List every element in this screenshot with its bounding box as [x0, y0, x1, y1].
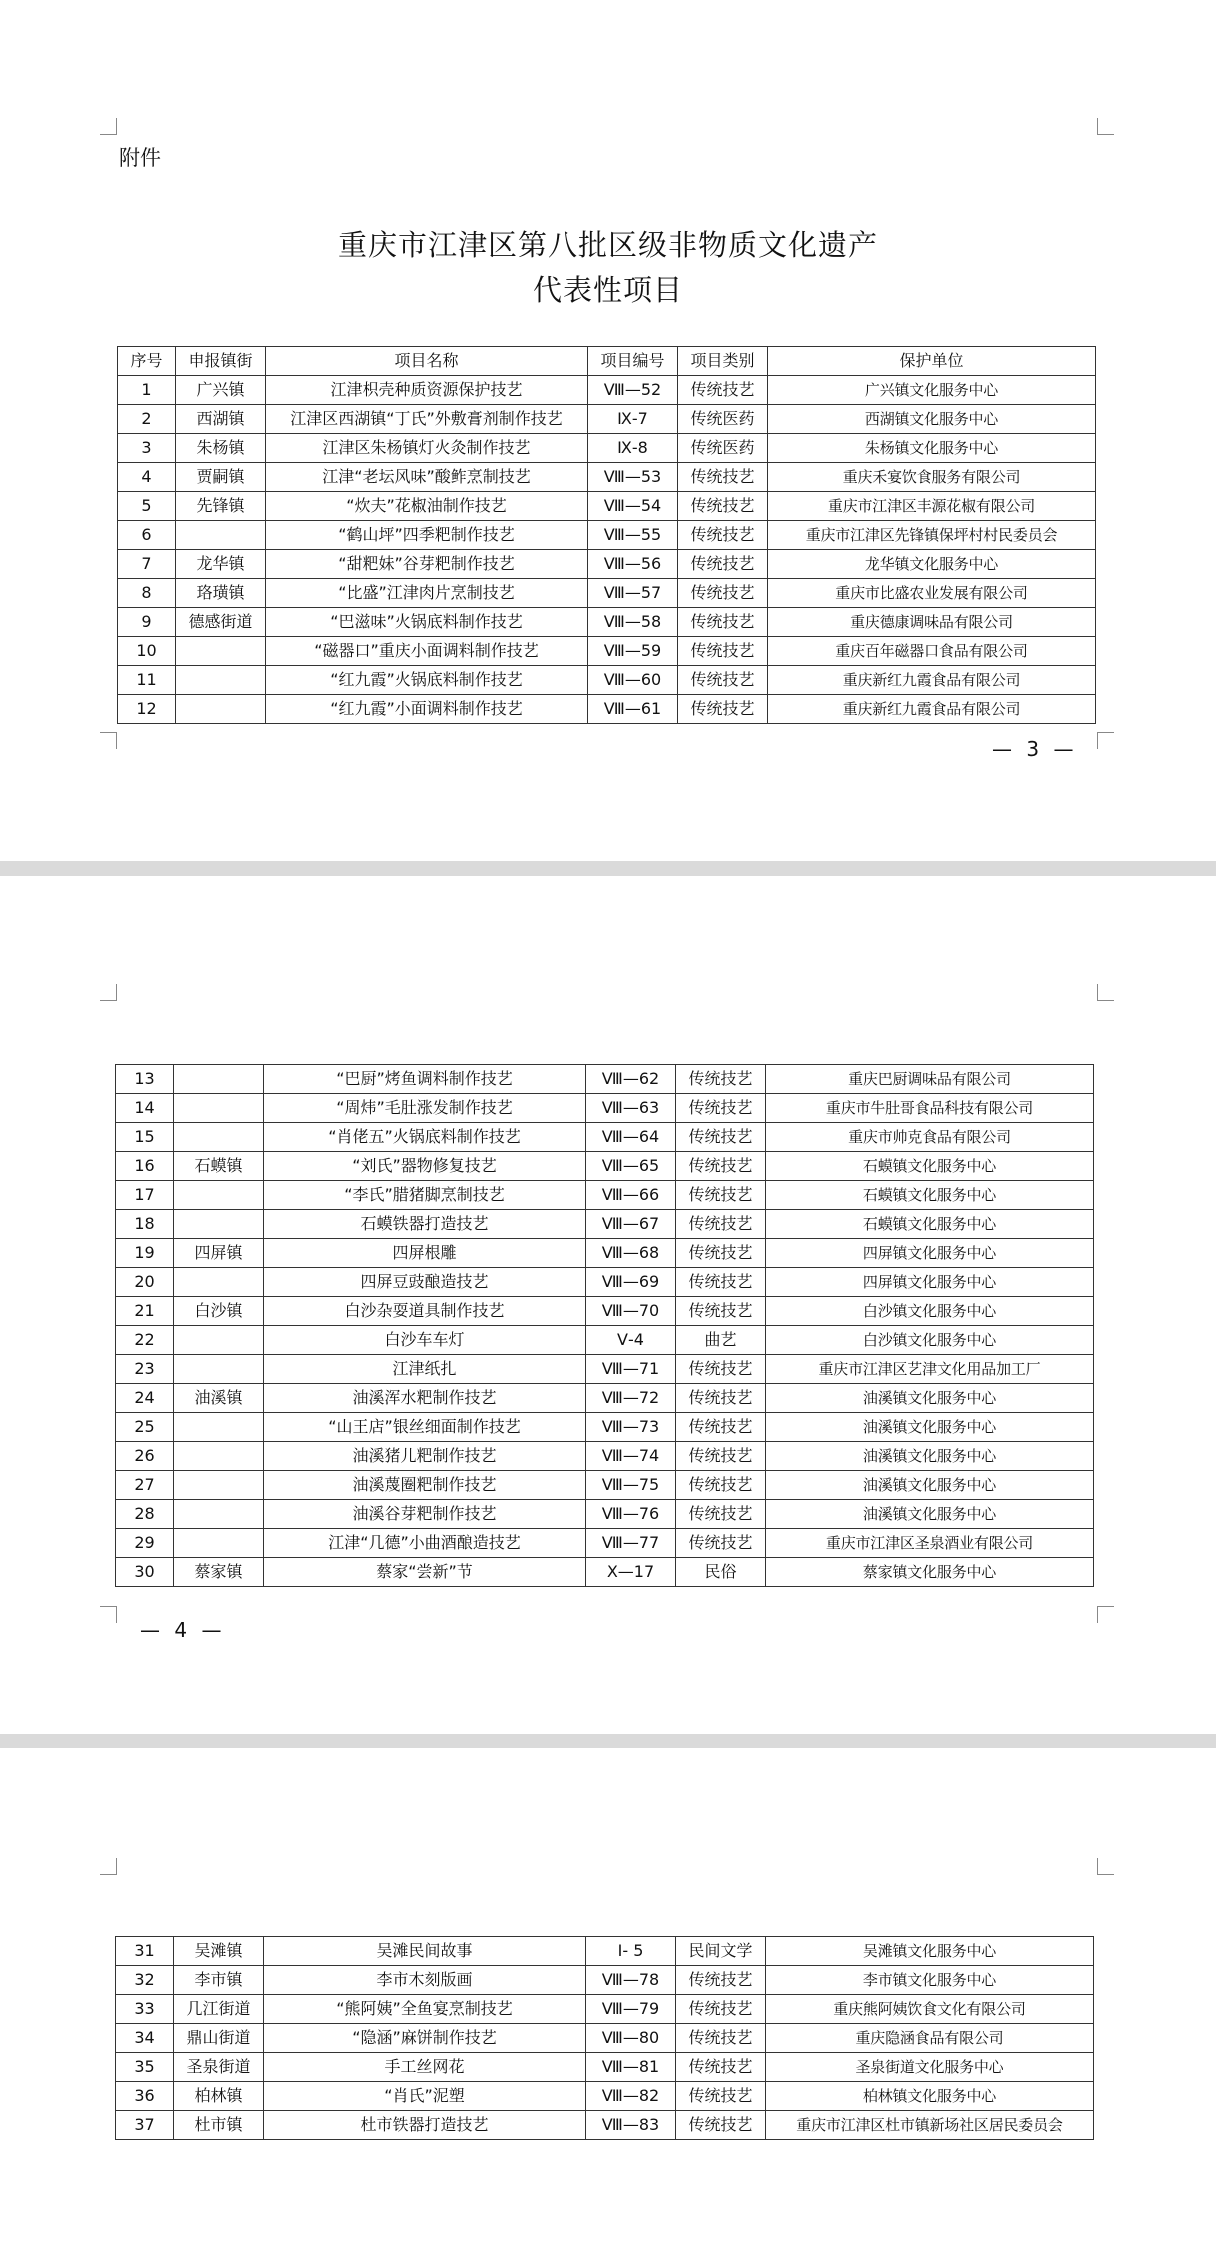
- cell-township: [174, 1268, 264, 1297]
- cell-township: [174, 1123, 264, 1152]
- cell-serial: 6: [118, 521, 176, 550]
- cell-project-code: Ⅷ—77: [586, 1529, 676, 1558]
- cell-township: [176, 637, 266, 666]
- cell-project-code: Ⅷ—62: [586, 1065, 676, 1094]
- cell-category: 传统技艺: [676, 1355, 766, 1384]
- table-row: [116, 1297, 1094, 1326]
- table-row: [116, 1937, 1094, 1966]
- cell-protection-unit: 重庆熊阿姨饮食文化有限公司: [766, 1995, 1094, 2024]
- crop-mark: [1097, 1858, 1114, 1875]
- cell-project-name: “炊夫”花椒油制作技艺: [266, 492, 588, 521]
- cell-category: 传统技艺: [676, 1471, 766, 1500]
- cell-serial: 28: [116, 1500, 174, 1529]
- cell-township: 鼎山街道: [174, 2024, 264, 2053]
- cell-project-name: 白沙杂耍道具制作技艺: [264, 1297, 586, 1326]
- cell-township: 吴滩镇: [174, 1937, 264, 1966]
- crop-mark: [100, 118, 117, 135]
- cell-project-name: 手工丝网花: [264, 2053, 586, 2082]
- cell-project-name: “鹤山坪”四季粑制作技艺: [266, 521, 588, 550]
- table-row: [116, 1471, 1094, 1500]
- page-number: — 3 —: [992, 737, 1078, 761]
- cell-project-name: 石蟆铁器打造技艺: [264, 1210, 586, 1239]
- cell-project-code: Ⅸ-7: [588, 405, 678, 434]
- cell-township: [176, 521, 266, 550]
- cell-protection-unit: 油溪镇文化服务中心: [766, 1471, 1094, 1500]
- column-header: 申报镇街: [176, 347, 266, 376]
- cell-project-code: Ⅷ—59: [588, 637, 678, 666]
- cell-project-name: 江津区西湖镇“丁氏”外敷膏剂制作技艺: [266, 405, 588, 434]
- column-header: 项目类别: [678, 347, 768, 376]
- table-row: [116, 1995, 1094, 2024]
- cell-protection-unit: 四屏镇文化服务中心: [766, 1239, 1094, 1268]
- cell-category: 民间文学: [676, 1937, 766, 1966]
- cell-category: 传统技艺: [678, 579, 768, 608]
- table-row: [118, 608, 1096, 637]
- cell-project-code: Ⅷ—56: [588, 550, 678, 579]
- cell-protection-unit: 重庆市江津区先锋镇保坪村村民委员会: [768, 521, 1096, 550]
- table-row: [118, 492, 1096, 521]
- cell-serial: 26: [116, 1442, 174, 1471]
- cell-township: [176, 695, 266, 724]
- cell-serial: 31: [116, 1937, 174, 1966]
- cell-protection-unit: 蔡家镇文化服务中心: [766, 1558, 1094, 1587]
- document-title: 重庆市江津区第八批区级非物质文化遗产: [337, 228, 878, 262]
- crop-mark: [100, 1858, 117, 1875]
- cell-project-code: Ⅷ—83: [586, 2111, 676, 2140]
- cell-project-name: “比盛”江津肉片烹制技艺: [266, 579, 588, 608]
- crop-mark: [1097, 118, 1114, 135]
- cell-protection-unit: 油溪镇文化服务中心: [766, 1413, 1094, 1442]
- cell-protection-unit: 吴滩镇文化服务中心: [766, 1937, 1094, 1966]
- cell-protection-unit: 重庆市比盛农业发展有限公司: [768, 579, 1096, 608]
- table-row: [118, 695, 1096, 724]
- cell-category: 传统技艺: [676, 1152, 766, 1181]
- cell-township: 四屏镇: [174, 1239, 264, 1268]
- cell-project-code: Ⅷ—63: [586, 1094, 676, 1123]
- cell-township: [174, 1355, 264, 1384]
- cell-township: 西湖镇: [176, 405, 266, 434]
- cell-serial: 11: [118, 666, 176, 695]
- cell-serial: 13: [116, 1065, 174, 1094]
- cell-township: 珞璜镇: [176, 579, 266, 608]
- cell-project-code: Ⅷ—71: [586, 1355, 676, 1384]
- cell-serial: 8: [118, 579, 176, 608]
- cell-serial: 19: [116, 1239, 174, 1268]
- cell-serial: 25: [116, 1413, 174, 1442]
- cell-project-code: Ⅰ- 5: [586, 1937, 676, 1966]
- cell-serial: 24: [116, 1384, 174, 1413]
- document-page-5: [0, 1748, 1216, 2251]
- cell-category: 曲艺: [676, 1326, 766, 1355]
- cell-category: 传统技艺: [676, 1297, 766, 1326]
- cell-protection-unit: 重庆隐涵食品有限公司: [766, 2024, 1094, 2053]
- cell-project-name: 李市木刻版画: [264, 1966, 586, 1995]
- cell-protection-unit: 重庆市江津区圣泉酒业有限公司: [766, 1529, 1094, 1558]
- cell-protection-unit: 石蟆镇文化服务中心: [766, 1210, 1094, 1239]
- cell-protection-unit: 油溪镇文化服务中心: [766, 1500, 1094, 1529]
- cell-project-code: Ⅷ—66: [586, 1181, 676, 1210]
- cell-project-code: Ⅷ—75: [586, 1471, 676, 1500]
- table-row: [116, 2024, 1094, 2053]
- cell-serial: 14: [116, 1094, 174, 1123]
- table-row: [118, 521, 1096, 550]
- cell-category: 传统技艺: [676, 1442, 766, 1471]
- cell-project-code: Ⅷ—54: [588, 492, 678, 521]
- table-row: [118, 666, 1096, 695]
- cell-township: 广兴镇: [176, 376, 266, 405]
- cell-category: 传统技艺: [676, 2053, 766, 2082]
- cell-category: 传统技艺: [678, 666, 768, 695]
- cell-township: 龙华镇: [176, 550, 266, 579]
- cell-project-code: Ⅷ—67: [586, 1210, 676, 1239]
- cell-township: 油溪镇: [174, 1384, 264, 1413]
- cell-project-code: Ⅷ—79: [586, 1995, 676, 2024]
- cell-township: [174, 1210, 264, 1239]
- cell-protection-unit: 西湖镇文化服务中心: [768, 405, 1096, 434]
- cell-project-code: Ⅴ-4: [586, 1326, 676, 1355]
- cell-township: 杜市镇: [174, 2111, 264, 2140]
- document-subtitle: 代表性项目: [532, 273, 683, 307]
- cell-township: 德感街道: [176, 608, 266, 637]
- cell-category: 传统技艺: [676, 1995, 766, 2024]
- cell-serial: 21: [116, 1297, 174, 1326]
- cell-serial: 3: [118, 434, 176, 463]
- table-row: [116, 1268, 1094, 1297]
- cell-project-name: 油溪谷芽粑制作技艺: [264, 1500, 586, 1529]
- table-row: [116, 1123, 1094, 1152]
- cell-project-name: 江津区朱杨镇灯火灸制作技艺: [266, 434, 588, 463]
- cell-category: 传统技艺: [678, 521, 768, 550]
- column-header: 项目名称: [266, 347, 588, 376]
- cell-serial: 18: [116, 1210, 174, 1239]
- page-number: — 4 —: [140, 1618, 226, 1642]
- cell-serial: 5: [118, 492, 176, 521]
- table-row: [116, 2082, 1094, 2111]
- cell-category: 传统技艺: [676, 1529, 766, 1558]
- cell-project-code: Ⅷ—60: [588, 666, 678, 695]
- cell-project-name: “刘氏”器物修复技艺: [264, 1152, 586, 1181]
- cell-category: 传统技艺: [678, 695, 768, 724]
- cell-township: [174, 1326, 264, 1355]
- cell-township: [174, 1500, 264, 1529]
- cell-project-code: Ⅷ—74: [586, 1442, 676, 1471]
- cell-serial: 15: [116, 1123, 174, 1152]
- crop-mark: [100, 732, 117, 749]
- cell-project-code: Ⅷ—65: [586, 1152, 676, 1181]
- cell-category: 传统技艺: [678, 550, 768, 579]
- cell-township: 李市镇: [174, 1966, 264, 1995]
- cell-project-code: Ⅷ—61: [588, 695, 678, 724]
- cell-project-code: Ⅷ—68: [586, 1239, 676, 1268]
- cell-category: 传统技艺: [676, 1181, 766, 1210]
- cell-project-name: “红九霞”火锅底料制作技艺: [266, 666, 588, 695]
- cell-category: 传统技艺: [676, 1239, 766, 1268]
- cell-protection-unit: 重庆百年磁器口食品有限公司: [768, 637, 1096, 666]
- cell-serial: 17: [116, 1181, 174, 1210]
- column-header: 序号: [118, 347, 176, 376]
- cell-project-name: “巴厨”烤鱼调料制作技艺: [264, 1065, 586, 1094]
- cell-protection-unit: 李市镇文化服务中心: [766, 1966, 1094, 1995]
- cell-serial: 10: [118, 637, 176, 666]
- table-row: [116, 2111, 1094, 2140]
- cell-serial: 27: [116, 1471, 174, 1500]
- cell-township: 先锋镇: [176, 492, 266, 521]
- cell-protection-unit: 朱杨镇文化服务中心: [768, 434, 1096, 463]
- cell-category: 民俗: [676, 1558, 766, 1587]
- cell-project-code: Ⅷ—52: [588, 376, 678, 405]
- table-row: [116, 1152, 1094, 1181]
- cell-serial: 32: [116, 1966, 174, 1995]
- attachment-label: 附件: [119, 146, 161, 170]
- table-row: [116, 1500, 1094, 1529]
- cell-project-code: Ⅸ-8: [588, 434, 678, 463]
- table-row: [116, 1355, 1094, 1384]
- table-row: [116, 1558, 1094, 1587]
- cell-protection-unit: 石蟆镇文化服务中心: [766, 1181, 1094, 1210]
- cell-protection-unit: 重庆巴厨调味品有限公司: [766, 1065, 1094, 1094]
- cell-category: 传统医药: [678, 434, 768, 463]
- cell-project-name: 杜市铁器打造技艺: [264, 2111, 586, 2140]
- cell-serial: 35: [116, 2053, 174, 2082]
- cell-project-name: 四屏根雕: [264, 1239, 586, 1268]
- table-row: [116, 1326, 1094, 1355]
- cell-project-code: Ⅹ—17: [586, 1558, 676, 1587]
- cell-serial: 36: [116, 2082, 174, 2111]
- crop-mark: [1097, 732, 1114, 749]
- document-page-4: [0, 876, 1216, 1734]
- heritage-table-part-1: [117, 346, 1096, 724]
- cell-protection-unit: 龙华镇文化服务中心: [768, 550, 1096, 579]
- cell-project-name: “肖佬五”火锅底料制作技艺: [264, 1123, 586, 1152]
- cell-protection-unit: 重庆市帅克食品有限公司: [766, 1123, 1094, 1152]
- cell-project-code: Ⅷ—64: [586, 1123, 676, 1152]
- cell-category: 传统技艺: [678, 608, 768, 637]
- cell-project-name: 油溪蔑圈粑制作技艺: [264, 1471, 586, 1500]
- cell-protection-unit: 重庆德康调味品有限公司: [768, 608, 1096, 637]
- table-row: [116, 1239, 1094, 1268]
- cell-serial: 34: [116, 2024, 174, 2053]
- cell-protection-unit: 广兴镇文化服务中心: [768, 376, 1096, 405]
- cell-project-name: “李氏”腊猪脚烹制技艺: [264, 1181, 586, 1210]
- cell-protection-unit: 重庆市牛肚哥食品科技有限公司: [766, 1094, 1094, 1123]
- cell-project-name: 油溪浑水粑制作技艺: [264, 1384, 586, 1413]
- cell-serial: 1: [118, 376, 176, 405]
- cell-township: [174, 1181, 264, 1210]
- cell-project-name: 江津“老坛风味”酸鲊烹制技艺: [266, 463, 588, 492]
- cell-category: 传统技艺: [676, 1500, 766, 1529]
- crop-mark: [100, 1606, 117, 1623]
- column-header: 保护单位: [768, 347, 1096, 376]
- heritage-table-part-2: [115, 1064, 1094, 1587]
- table-row: [116, 1181, 1094, 1210]
- table-row: [116, 1210, 1094, 1239]
- cell-project-code: Ⅷ—70: [586, 1297, 676, 1326]
- cell-category: 传统技艺: [678, 637, 768, 666]
- cell-township: [174, 1442, 264, 1471]
- cell-category: 传统技艺: [676, 1123, 766, 1152]
- cell-project-name: “磁器口”重庆小面调料制作技艺: [266, 637, 588, 666]
- cell-category: 传统技艺: [676, 1384, 766, 1413]
- cell-project-name: “红九霞”小面调料制作技艺: [266, 695, 588, 724]
- cell-serial: 4: [118, 463, 176, 492]
- table-row: [116, 1094, 1094, 1123]
- cell-township: 贾嗣镇: [176, 463, 266, 492]
- cell-category: 传统技艺: [678, 376, 768, 405]
- cell-project-code: Ⅷ—55: [588, 521, 678, 550]
- cell-township: 石蟆镇: [174, 1152, 264, 1181]
- cell-serial: 23: [116, 1355, 174, 1384]
- cell-project-name: 吴滩民间故事: [264, 1937, 586, 1966]
- cell-project-code: Ⅷ—57: [588, 579, 678, 608]
- cell-protection-unit: 石蟆镇文化服务中心: [766, 1152, 1094, 1181]
- column-header: 项目编号: [588, 347, 678, 376]
- cell-project-name: 江津“几德”小曲酒酿造技艺: [264, 1529, 586, 1558]
- cell-township: [176, 666, 266, 695]
- cell-category: 传统医药: [678, 405, 768, 434]
- cell-category: 传统技艺: [676, 2111, 766, 2140]
- cell-serial: 2: [118, 405, 176, 434]
- document-page-3: [0, 0, 1216, 861]
- cell-serial: 20: [116, 1268, 174, 1297]
- table-row: [118, 463, 1096, 492]
- table-row: [118, 579, 1096, 608]
- cell-township: [174, 1529, 264, 1558]
- cell-protection-unit: 圣泉街道文化服务中心: [766, 2053, 1094, 2082]
- cell-serial: 7: [118, 550, 176, 579]
- cell-project-code: Ⅷ—78: [586, 1966, 676, 1995]
- cell-protection-unit: 重庆市江津区杜市镇新场社区居民委员会: [766, 2111, 1094, 2140]
- table-row: [116, 1966, 1094, 1995]
- cell-township: 朱杨镇: [176, 434, 266, 463]
- cell-project-name: “甜粑妹”谷芽粑制作技艺: [266, 550, 588, 579]
- cell-protection-unit: 重庆新红九霞食品有限公司: [768, 695, 1096, 724]
- cell-serial: 9: [118, 608, 176, 637]
- cell-township: 圣泉街道: [174, 2053, 264, 2082]
- cell-protection-unit: 白沙镇文化服务中心: [766, 1326, 1094, 1355]
- cell-category: 传统技艺: [676, 1094, 766, 1123]
- cell-township: 蔡家镇: [174, 1558, 264, 1587]
- table-row: [116, 1442, 1094, 1471]
- cell-project-name: “巴滋味”火锅底料制作技艺: [266, 608, 588, 637]
- cell-protection-unit: 柏林镇文化服务中心: [766, 2082, 1094, 2111]
- cell-project-name: 白沙车车灯: [264, 1326, 586, 1355]
- cell-project-name: 江津纸扎: [264, 1355, 586, 1384]
- cell-protection-unit: 白沙镇文化服务中心: [766, 1297, 1094, 1326]
- cell-project-name: 四屏豆豉酿造技艺: [264, 1268, 586, 1297]
- cell-project-code: Ⅷ—82: [586, 2082, 676, 2111]
- cell-category: 传统技艺: [678, 463, 768, 492]
- cell-project-name: “熊阿姨”全鱼宴烹制技艺: [264, 1995, 586, 2024]
- cell-serial: 30: [116, 1558, 174, 1587]
- table-header-row: [118, 347, 1096, 376]
- cell-serial: 29: [116, 1529, 174, 1558]
- cell-serial: 33: [116, 1995, 174, 2024]
- cell-project-name: “肖氏”泥塑: [264, 2082, 586, 2111]
- table-row: [116, 1413, 1094, 1442]
- cell-serial: 22: [116, 1326, 174, 1355]
- cell-project-code: Ⅷ—72: [586, 1384, 676, 1413]
- cell-project-code: Ⅷ—80: [586, 2024, 676, 2053]
- cell-township: 柏林镇: [174, 2082, 264, 2111]
- cell-protection-unit: 重庆禾宴饮食服务有限公司: [768, 463, 1096, 492]
- cell-township: 几江街道: [174, 1995, 264, 2024]
- cell-category: 传统技艺: [678, 492, 768, 521]
- crop-mark: [1097, 984, 1114, 1001]
- table-row: [118, 376, 1096, 405]
- cell-project-name: “山王店”银丝细面制作技艺: [264, 1413, 586, 1442]
- cell-serial: 16: [116, 1152, 174, 1181]
- cell-category: 传统技艺: [676, 2082, 766, 2111]
- cell-protection-unit: 重庆市江津区艺津文化用品加工厂: [766, 1355, 1094, 1384]
- cell-category: 传统技艺: [676, 1268, 766, 1297]
- crop-mark: [1097, 1606, 1114, 1623]
- cell-protection-unit: 四屏镇文化服务中心: [766, 1268, 1094, 1297]
- cell-township: [174, 1065, 264, 1094]
- table-row: [118, 550, 1096, 579]
- heritage-table-part-3: [115, 1936, 1094, 2140]
- cell-township: [174, 1413, 264, 1442]
- table-row: [118, 637, 1096, 666]
- cell-project-code: Ⅷ—58: [588, 608, 678, 637]
- cell-project-name: 蔡家“尝新”节: [264, 1558, 586, 1587]
- cell-project-code: Ⅷ—81: [586, 2053, 676, 2082]
- cell-project-name: “隐涵”麻饼制作技艺: [264, 2024, 586, 2053]
- cell-serial: 12: [118, 695, 176, 724]
- table-row: [116, 1065, 1094, 1094]
- table-row: [116, 1529, 1094, 1558]
- table-row: [116, 2053, 1094, 2082]
- cell-project-name: “周炜”毛肚涨发制作技艺: [264, 1094, 586, 1123]
- cell-category: 传统技艺: [676, 1966, 766, 1995]
- cell-category: 传统技艺: [676, 2024, 766, 2053]
- cell-protection-unit: 油溪镇文化服务中心: [766, 1384, 1094, 1413]
- table-row: [118, 434, 1096, 463]
- cell-protection-unit: 重庆新红九霞食品有限公司: [768, 666, 1096, 695]
- cell-protection-unit: 重庆市江津区丰源花椒有限公司: [768, 492, 1096, 521]
- cell-project-code: Ⅷ—53: [588, 463, 678, 492]
- cell-project-code: Ⅷ—69: [586, 1268, 676, 1297]
- cell-protection-unit: 油溪镇文化服务中心: [766, 1442, 1094, 1471]
- cell-project-code: Ⅷ—73: [586, 1413, 676, 1442]
- cell-project-name: 江津枳壳种质资源保护技艺: [266, 376, 588, 405]
- crop-mark: [100, 984, 117, 1001]
- cell-project-name: 油溪猪儿粑制作技艺: [264, 1442, 586, 1471]
- cell-township: [174, 1471, 264, 1500]
- cell-township: [174, 1094, 264, 1123]
- cell-category: 传统技艺: [676, 1210, 766, 1239]
- cell-category: 传统技艺: [676, 1065, 766, 1094]
- cell-serial: 37: [116, 2111, 174, 2140]
- table-row: [116, 1384, 1094, 1413]
- cell-project-code: Ⅷ—76: [586, 1500, 676, 1529]
- table-row: [118, 405, 1096, 434]
- cell-category: 传统技艺: [676, 1413, 766, 1442]
- cell-township: 白沙镇: [174, 1297, 264, 1326]
